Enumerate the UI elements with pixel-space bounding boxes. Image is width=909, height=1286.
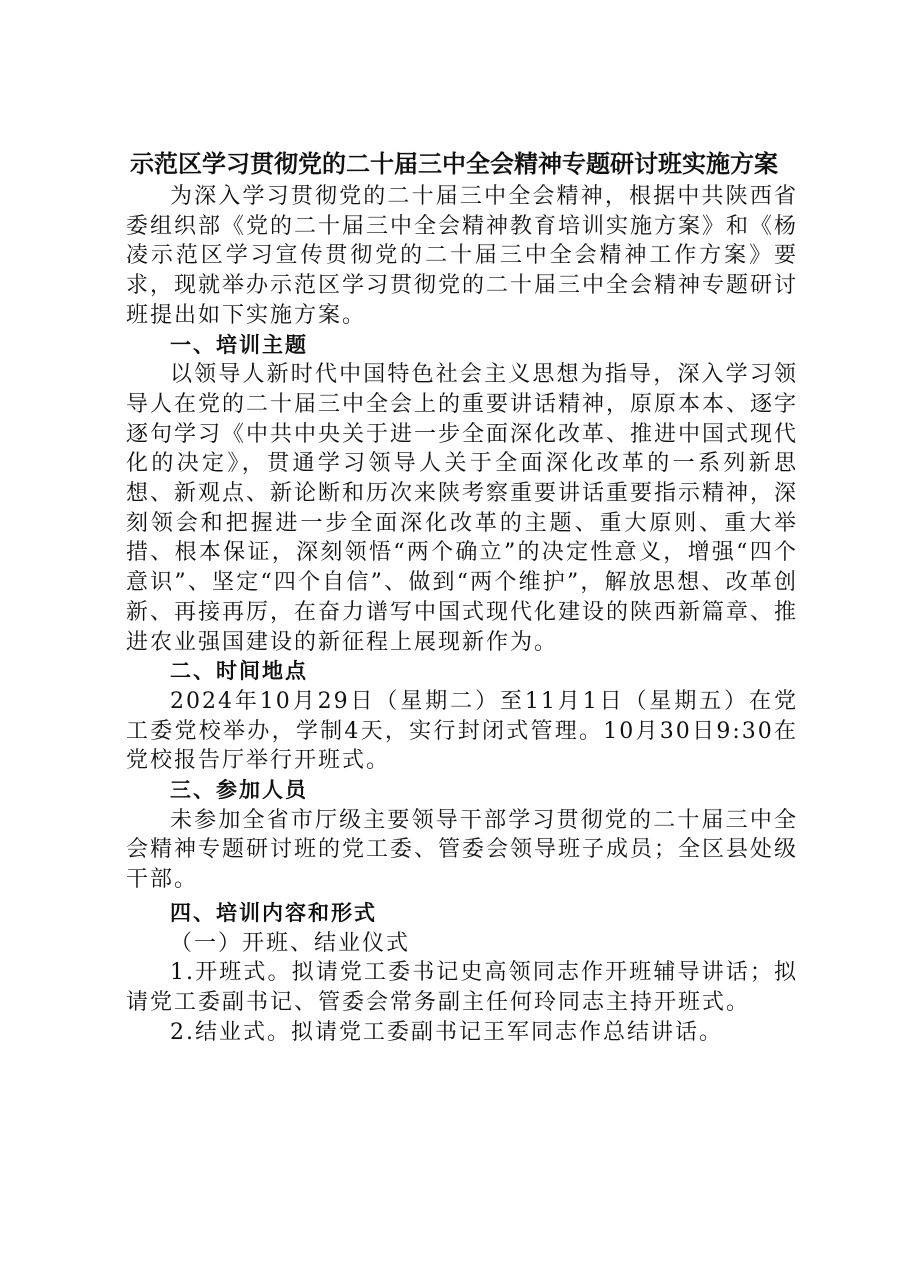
- subsection-heading-ceremony: （一）开班、结业仪式: [170, 930, 411, 956]
- section-body-time-place: 2024年10月29日（星期二）至11月1日（星期五）在党工委党校举办，学制4天，实行封闭式管理。10月30日9:30在党校报告厅举行开班式。: [126, 688, 798, 774]
- section-heading-participants: 三、参加人员: [170, 778, 308, 803]
- list-item-closing-ceremony: 2.结业式。拟请党工委副书记王军同志作总结讲话。: [170, 1019, 723, 1045]
- section-heading-time-place: 二、时间地点: [170, 659, 308, 684]
- section-heading-theme: 一、培训主题: [170, 332, 308, 357]
- section-heading-content-form: 四、培训内容和形式: [170, 900, 377, 925]
- list-item-opening-ceremony: 1.开班式。拟请党工委书记史高领同志作开班辅导讲话；拟请党工委副书记、管委会常务副主任何玲同志主持开班式。: [126, 960, 798, 1015]
- document-page: [126, 147, 798, 1047]
- intro-paragraph: 为深入学习贯彻党的二十届三中全会精神，根据中共陕西省委组织部《党的二十届三中全会精神教育培训实施方案》和《杨凌示范区学习宣传贯彻党的二十届三中全会精神工作方案》要求，现就举办示范区学习贯彻党的二十届三中全会精神专题研讨班提出如下实施方案。: [126, 184, 799, 328]
- document-title: 示范区学习贯彻党的二十届三中全会精神专题研讨班实施方案: [130, 150, 778, 178]
- section-body-participants: 未参加全省市厅级主要领导干部学习贯彻党的二十届三中全会精神专题研讨班的党工委、管委会领导班子成员；全区县处级干部。: [126, 807, 799, 893]
- section-body-theme: 以领导人新时代中国特色社会主义思想为指导，深入学习领导人在党的二十届三中全会上的重要讲话精神，原原本本、逐字逐句学习《中共中央关于进一步全面深化改革、推进中国式现代化的决定》，贯通学习领导人关于全面深化改革的一系列新思想、新观点、新论断和历次来陕考察重要讲话重要指示精神，深刻领会和把握进一步全面深化改革的主题、重大原则、重大举措、根本保证，深刻领悟“两个确立”的决定性意义，增强“四个意识”、坚定“四个自信”、做到“两个维护”，解放思想、改革创新、再接再厉，在奋力谱写中国式现代化建设的陕西新篇章、推进农业强国建设的新征程上展现新作为。: [126, 362, 799, 655]
